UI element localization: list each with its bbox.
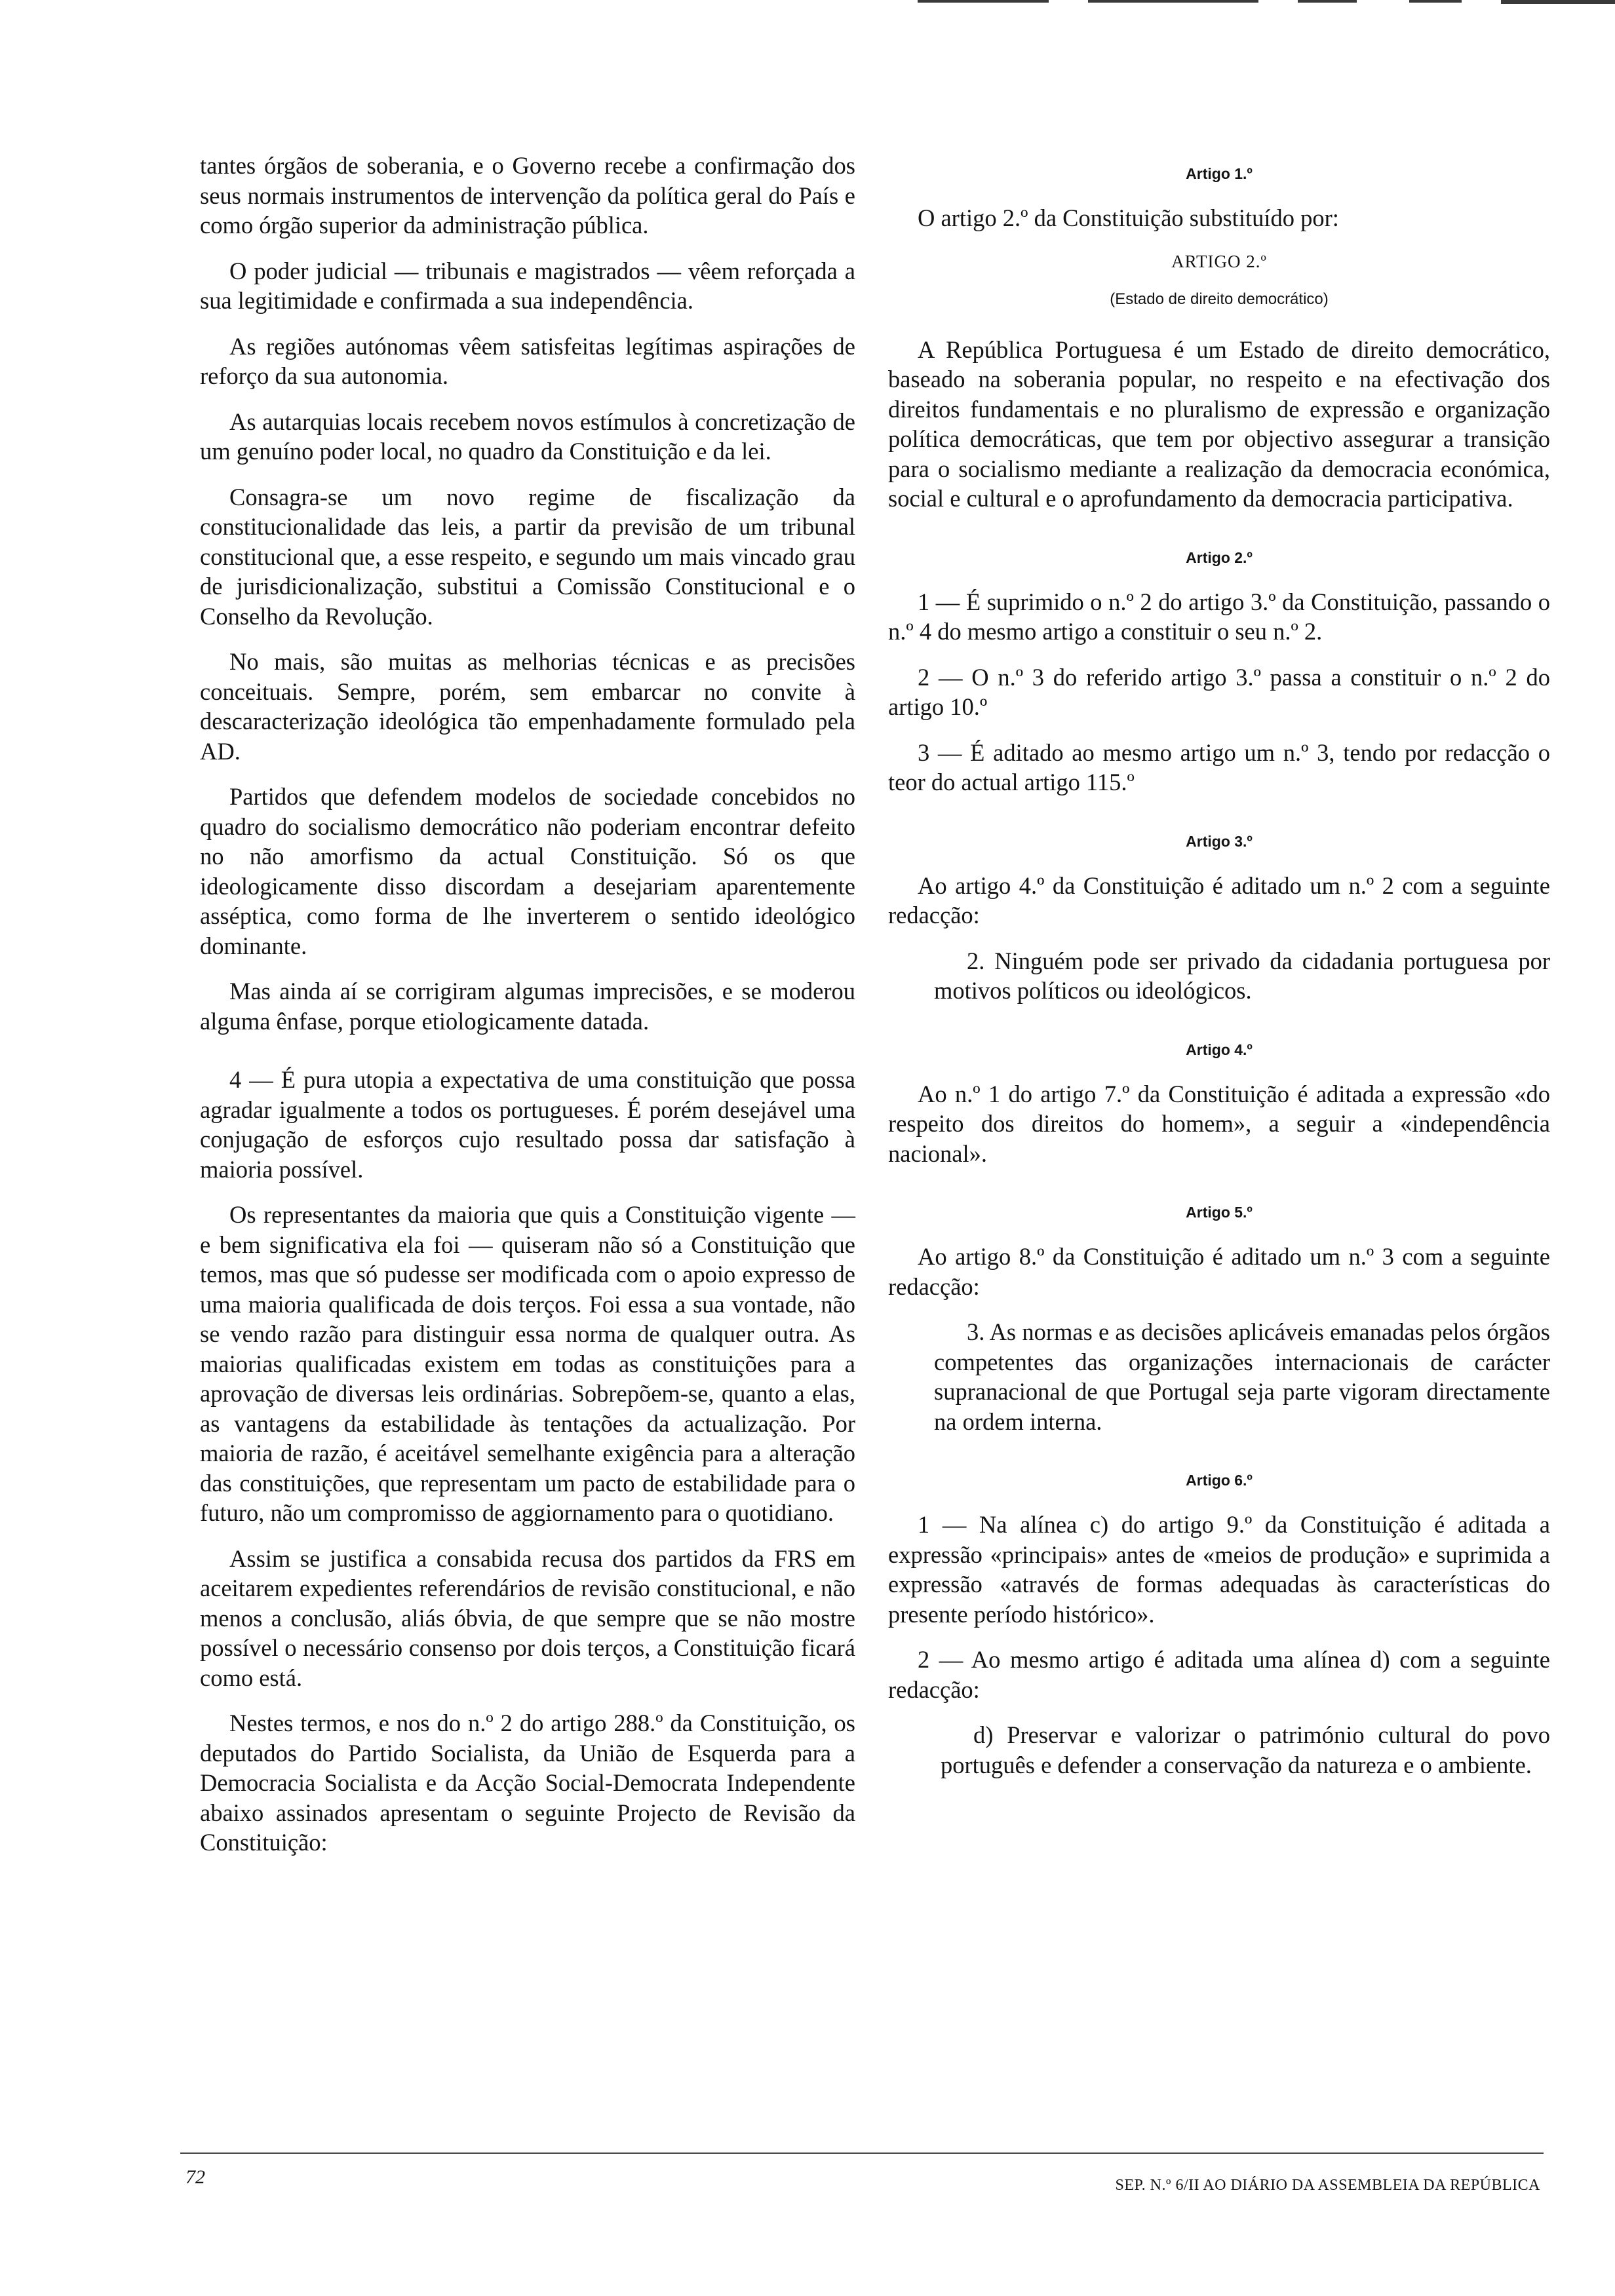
article-item: 2 — O n.º 3 do referido artigo 3.º passa a constituir o n.º 2 do artigo 10.º xyxy=(888,663,1550,720)
article-intro: Ao artigo 8.º da Constituição é aditado um n.º 3 com a seguinte redacção: xyxy=(888,1243,1550,1300)
paragraph: Partidos que defendem modelos de sociedade concebidos no quadro do socialismo democrático não poderiam encontrar defeito no não amorfismo da actual Constituição. Só os que ideologicamente disso discordam a desejariam aparentemente asséptica, como forma de lhe inverterem o sentido ideológico dominante. xyxy=(200,783,855,959)
article-text: A República Portuguesa é um Estado de direito democrático, baseado na soberania popular, no respeito e na efectivação dos direitos fundamentais e no pluralismo de expressão e organização política democráticas, que tem por objectivo assegurar a transição para o socialismo mediante a realização da democracia económica, social e cultural e o aprofundamento da democracia participativa. xyxy=(888,335,1550,512)
publication-reference: SEP. N.º 6/II AO DIÁRIO DA ASSEMBLEIA DA REPÚBLICA xyxy=(1115,2177,1540,2194)
article-heading: Artigo 2.º xyxy=(1186,548,1253,566)
paragraph: Assim se justifica a consabida recusa dos partidos da FRS em aceitarem expedientes referendários de revisão constitucional, e não menos a conclusão, aliás óbvia, de que sempre que se não mostre possível o necessário consenso por dois terços, a Constituição ficará como está. xyxy=(200,1544,855,1691)
sub-article-heading: ARTIGO 2.º xyxy=(1171,251,1267,271)
article-item: 1 — É suprimido o n.º 2 do artigo 3.º da Constituição, passando o n.º 4 do mesmo artigo a constituir o seu n.º 2. xyxy=(888,588,1550,645)
article-heading: Artigo 3.º xyxy=(1186,832,1253,850)
paragraph: As autarquias locais recebem novos estímulos à concretização de um genuíno poder local, no quadro da Constituição e da lei. xyxy=(200,408,855,465)
article-quote: 2. Ninguém pode ser privado da cidadania portuguesa por motivos políticos ou ideológicos. xyxy=(934,947,1550,1004)
paragraph: Consagra-se um novo regime de fiscalização da constitucionalidade das leis, a partir da previsão de um tribunal constitucional que, a esse respeito, e segundo um mais vincado grau de jurisdicionalização, substitui a Comissão Constitucional e o Conselho da Revolução. xyxy=(200,483,855,630)
article-item: 1 — Na alínea c) do artigo 9.º da Constituição é aditada a expressão «principais» antes de «meios de produção» e suprimida a expressão «através de formas adequadas às características do presente período histórico». xyxy=(888,1511,1550,1628)
article-item: 3 — É aditado ao mesmo artigo um n.º 3, tendo por redacção o teor do actual artigo 115.º xyxy=(888,738,1550,795)
article-quote: d) Preservar e valorizar o património cultural do povo português e defender a conservação da natureza e o ambiente. xyxy=(941,1721,1550,1778)
paragraph: tantes órgãos de soberania, e o Governo recebe a confirmação dos seus normais instrumentos de intervenção da política geral do País e como órgão superior da administração pública. xyxy=(200,152,855,239)
article-intro: O artigo 2.º da Constituição substituído por: xyxy=(918,204,1339,231)
paragraph: Nestes termos, e nos do n.º 2 do artigo 288.º da Constituição, os deputados do Partido Socialista, da União de Esquerda para a Democracia Socialista e da Acção Social-Democrata Independente abaixo assinados apresentam o seguinte Projecto de Revisão da Constituição: xyxy=(200,1710,855,1856)
paragraph: 4 — É pura utopia a expectativa de uma constituição que possa agradar igualmente a todos os portugueses. É porém desejável uma conjugação de esforços cujo resultado possa dar satisfação à maioria possível. xyxy=(200,1066,855,1183)
paragraph: Os representantes da maioria que quis a Constituição vigente — e bem significativa ela foi — quiseram não só a Constituição que temos, mas que só pudesse ser modificada com o apoio expresso de uma maioria qualificada de dois terços. Foi essa a sua vontade, não se vendo razão para distinguir essa norma de qualquer outra. As maiorias qualificadas existem em todas as constituições para a aprovação de diversas leis ordinárias. Sobrepõem-se, quanto a elas, as vantagens da estabilidade às tentações da actualização. Por maioria de razão, é aceitável semelhante exigência para a alteração das constituições, que representam um pacto de estabilidade para o futuro, não um compromisso de aggiornamento para o quotidiano. xyxy=(200,1201,855,1526)
top-edge-rule xyxy=(0,0,1615,4)
article-text: Ao n.º 1 do artigo 7.º da Constituição é aditada a expressão «do respeito dos direitos do homem», a seguir a «independência nacional». xyxy=(888,1080,1550,1167)
article-item: 2 — Ao mesmo artigo é aditada uma alínea d) com a seguinte redacção: xyxy=(888,1646,1550,1703)
article-heading: Artigo 6.º xyxy=(1186,1472,1253,1489)
article-heading: Artigo 5.º xyxy=(1186,1204,1253,1221)
paragraph: Mas ainda aí se corrigiram algumas imprecisões, e se moderou alguma ênfase, porque etiologicamente datada. xyxy=(200,978,855,1035)
paragraph: No mais, são muitas as melhorias técnicas e as precisões conceituais. Sempre, porém, sem embarcar no convite à descaracterização ideológica tão empenhadamente formulado pela AD. xyxy=(200,648,855,765)
footer-rule xyxy=(180,2152,1544,2154)
article-heading: Artigo 1.º xyxy=(1186,165,1253,182)
article-intro: Ao artigo 4.º da Constituição é aditado um n.º 2 com a seguinte redacção: xyxy=(888,871,1550,928)
article-heading: Artigo 4.º xyxy=(1186,1041,1253,1058)
left-column xyxy=(200,151,855,1873)
page-number: 72 xyxy=(185,2166,205,2188)
right-column xyxy=(888,151,1550,1795)
paragraph: As regiões autónomas vêem satisfeitas legítimas aspirações de reforço da sua autonomia. xyxy=(200,332,855,389)
sub-article-title: (Estado de direito democrático) xyxy=(1110,290,1329,308)
paragraph: O poder judicial — tribunais e magistrados — vêem reforçada a sua legitimidade e confirmada a sua independência. xyxy=(200,257,855,314)
article-quote: 3. As normas e as decisões aplicáveis emanadas pelos órgãos competentes das organizações internacionais de carácter supranacional de que Portugal seja parte vigoram directamente na ordem interna. xyxy=(934,1318,1550,1435)
